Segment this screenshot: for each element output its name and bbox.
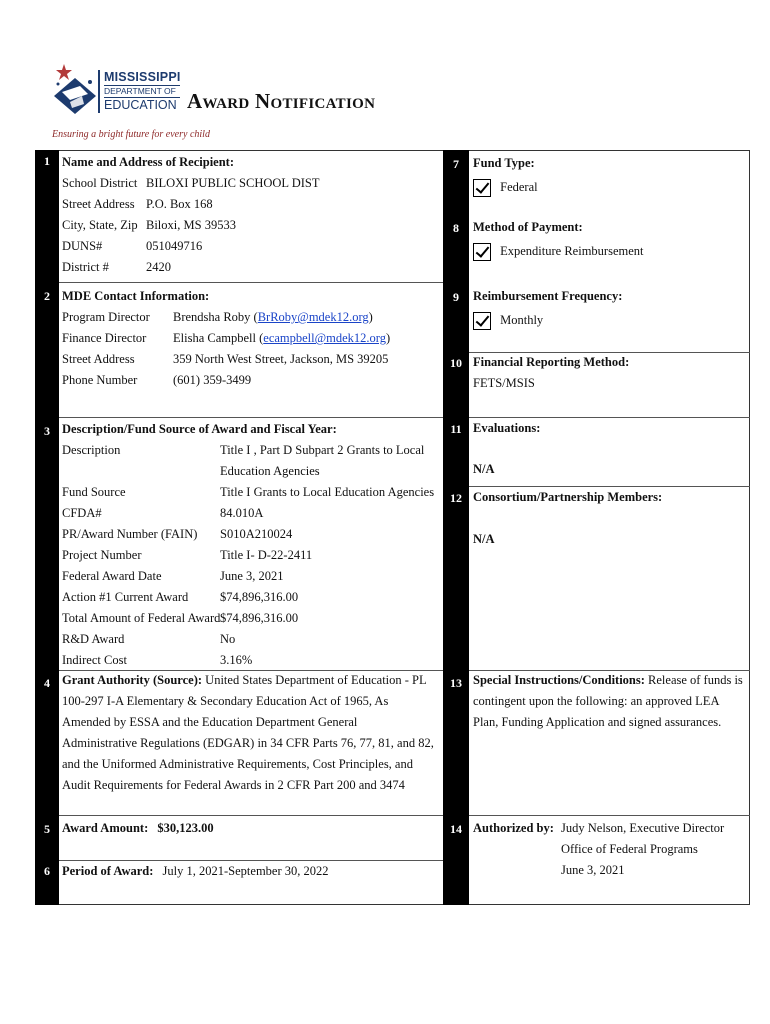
field-value: Title I- D-22-2411 bbox=[220, 548, 313, 562]
section-number-5: 5 bbox=[44, 822, 50, 836]
field-value: Biloxi, MS 39533 bbox=[146, 218, 236, 232]
field-value: P.O. Box 168 bbox=[146, 197, 213, 211]
section-authorized-by bbox=[473, 818, 745, 881]
logo-line-1: MISSISSIPPI bbox=[104, 70, 181, 84]
checked-box-icon bbox=[473, 312, 491, 330]
field-value: 84.010A bbox=[220, 506, 264, 520]
section-description bbox=[62, 419, 440, 671]
special-instructions-text: Release of funds is contingent upon the following: an approved LEA Plan, Funding Application and signed assurances. bbox=[473, 673, 743, 729]
field-value: June 3, 2021 bbox=[220, 569, 284, 583]
field-value: Title I , Part D Subpart 2 Grants to Local bbox=[220, 443, 425, 457]
field-label: District # bbox=[62, 260, 109, 274]
field-value: 359 North West Street, Jackson, MS 39205 bbox=[173, 352, 389, 366]
section-title: Award Amount: bbox=[62, 821, 149, 835]
award-amount-value: $30,123.00 bbox=[157, 821, 214, 835]
section-title: Reimbursement Frequency: bbox=[473, 289, 623, 303]
field-row bbox=[62, 503, 440, 524]
checked-box-icon bbox=[473, 179, 491, 197]
section-title: Financial Reporting Method: bbox=[473, 355, 630, 369]
section-payment-method bbox=[473, 217, 743, 262]
field-label: Fund Source bbox=[62, 485, 126, 499]
field-row bbox=[62, 440, 440, 461]
section-number-4: 4 bbox=[44, 676, 50, 690]
field-row bbox=[62, 370, 440, 391]
field-label: School District bbox=[62, 176, 138, 190]
field-label: Federal Award Date bbox=[62, 569, 162, 583]
section-number-12: 12 bbox=[450, 491, 462, 505]
field-label: CFDA# bbox=[62, 506, 102, 520]
logo-tagline: Ensuring a bright future for every child bbox=[52, 129, 210, 140]
field-row bbox=[62, 608, 440, 629]
field-row bbox=[62, 257, 440, 278]
divider bbox=[59, 815, 443, 816]
section-reporting-method bbox=[473, 352, 743, 394]
contact-name: Elisha Campbell ( bbox=[173, 331, 264, 345]
field-label: R&D Award bbox=[62, 632, 125, 646]
checkbox-row bbox=[473, 241, 743, 262]
checked-box-icon bbox=[473, 243, 491, 261]
field-row bbox=[62, 629, 440, 650]
section-special-instructions bbox=[473, 670, 745, 733]
field-row bbox=[62, 328, 440, 349]
field-value: (601) 359-3499 bbox=[173, 373, 252, 387]
field-row bbox=[62, 173, 440, 194]
field-row bbox=[62, 194, 440, 215]
section-title: Evaluations: bbox=[473, 421, 541, 435]
section-award-amount bbox=[62, 818, 440, 839]
field-value: $74,896,316.00 bbox=[220, 611, 299, 625]
section-title: Method of Payment: bbox=[473, 220, 583, 234]
field-label-empty bbox=[62, 461, 220, 482]
logo-wordmark bbox=[98, 70, 180, 113]
section-recipient bbox=[62, 152, 440, 278]
field-label: Phone Number bbox=[62, 373, 138, 387]
field-row bbox=[62, 461, 440, 482]
field-value: 051049716 bbox=[146, 239, 203, 253]
field-value: BILOXI PUBLIC SCHOOL DIST bbox=[146, 176, 320, 190]
section-number-6: 6 bbox=[44, 864, 50, 878]
logo-line-2: DEPARTMENT OF bbox=[104, 85, 180, 98]
section-consortium bbox=[473, 487, 743, 550]
field-row bbox=[62, 236, 440, 257]
section-period bbox=[62, 861, 440, 882]
section-number-14: 14 bbox=[450, 822, 462, 836]
section-number-1: 1 bbox=[44, 154, 50, 168]
field-label: Project Number bbox=[62, 548, 142, 562]
field-value: $74,896,316.00 bbox=[220, 590, 299, 604]
divider bbox=[59, 282, 443, 283]
field-row bbox=[62, 215, 440, 236]
authorizer-line-2: Office of Federal Programs bbox=[561, 842, 698, 856]
payment-method-value: Expenditure Reimbursement bbox=[500, 244, 644, 258]
field-row bbox=[62, 545, 440, 566]
authorized-row bbox=[473, 818, 745, 839]
mde-seal-icon bbox=[50, 62, 100, 122]
section-fund-type bbox=[473, 153, 743, 198]
section-title: Consortium/Partnership Members: bbox=[473, 490, 663, 504]
contact-name: Brendsha Roby ( bbox=[173, 310, 258, 324]
left-number-column bbox=[35, 150, 59, 905]
evaluations-value: N/A bbox=[473, 462, 495, 476]
section-title: Period of Award: bbox=[62, 864, 154, 878]
grant-authority-text: United States Department of Education - PL 100-297 I-A Elementary & Secondary Education Act of 1965, As Amended by ESSA and the Education Department General Administrative Regulations (EDGAR) in 34 CFR Parts 76, 77, 81, and 82, and the Uniformed Administrative Requirements, Cost Principles, and Audit Requirements for Federal Awards in 2 CFR Part 200 and 3474 bbox=[62, 673, 434, 792]
field-row bbox=[62, 587, 440, 608]
section-mde-contact bbox=[62, 286, 440, 391]
field-row bbox=[62, 524, 440, 545]
frequency-value: Monthly bbox=[500, 313, 544, 327]
section-title: Description/Fund Source of Award and Fiscal Year: bbox=[62, 422, 337, 436]
paren-close: ) bbox=[368, 310, 373, 324]
field-row bbox=[62, 307, 440, 328]
field-label: Action #1 Current Award bbox=[62, 590, 189, 604]
mde-logo bbox=[50, 54, 210, 146]
section-number-3: 3 bbox=[44, 424, 50, 438]
field-value: Title I Grants to Local Education Agencies bbox=[220, 485, 435, 499]
field-label: PR/Award Number (FAIN) bbox=[62, 527, 198, 541]
section-number-11: 11 bbox=[450, 422, 462, 436]
field-label: Description bbox=[62, 443, 121, 457]
checkbox-row bbox=[473, 177, 743, 198]
field-value bbox=[173, 307, 373, 328]
field-label: Indirect Cost bbox=[62, 653, 127, 667]
field-value: S010A210024 bbox=[220, 527, 293, 541]
period-value: July 1, 2021-September 30, 2022 bbox=[162, 864, 329, 878]
field-row bbox=[62, 349, 440, 370]
section-number-10: 10 bbox=[450, 356, 462, 370]
section-title: MDE Contact Information: bbox=[62, 289, 210, 303]
section-title: Authorized by: bbox=[473, 821, 554, 835]
field-value: Education Agencies bbox=[220, 464, 320, 478]
section-grant-authority bbox=[62, 670, 434, 796]
section-number-9: 9 bbox=[453, 290, 459, 304]
field-row bbox=[62, 482, 440, 503]
email-link[interactable]: BrRoby@mdek12.org bbox=[257, 310, 369, 324]
field-value bbox=[173, 328, 390, 349]
checkbox-row bbox=[473, 310, 743, 331]
section-number-8: 8 bbox=[453, 221, 459, 235]
field-value: No bbox=[220, 632, 236, 646]
divider bbox=[469, 815, 750, 816]
divider bbox=[59, 417, 443, 418]
page-title: Award Notification bbox=[187, 89, 376, 113]
reporting-method-value: FETS/MSIS bbox=[473, 376, 535, 390]
logo-line-3: EDUCATION bbox=[104, 98, 177, 112]
field-row bbox=[62, 566, 440, 587]
section-number-2: 2 bbox=[44, 289, 50, 303]
section-title: Grant Authority (Source): bbox=[62, 673, 203, 687]
field-value: 2420 bbox=[146, 260, 171, 274]
section-reimbursement-frequency bbox=[473, 286, 743, 331]
field-row bbox=[62, 650, 440, 671]
field-label: Street Address bbox=[62, 197, 135, 211]
paren-close: ) bbox=[385, 331, 391, 345]
field-value: 3.16% bbox=[220, 653, 253, 667]
fund-type-value: Federal bbox=[500, 180, 538, 194]
section-title: Fund Type: bbox=[473, 156, 535, 170]
field-label: Total Amount of Federal Award bbox=[62, 611, 221, 625]
field-label: DUNS# bbox=[62, 239, 103, 253]
field-label: Street Address bbox=[62, 352, 135, 366]
field-label: City, State, Zip bbox=[62, 218, 138, 232]
section-number-7: 7 bbox=[453, 157, 459, 171]
authorizer-line-1: Judy Nelson, Executive Director bbox=[561, 821, 725, 835]
right-number-column bbox=[443, 150, 469, 905]
field-label: Finance Director bbox=[62, 331, 147, 345]
section-title: Special Instructions/Conditions: bbox=[473, 673, 645, 687]
consortium-value: N/A bbox=[473, 532, 495, 546]
email-link[interactable]: ecampbell@mdek12.org bbox=[263, 331, 386, 345]
section-title: Name and Address of Recipient: bbox=[62, 155, 234, 169]
field-label: Program Director bbox=[62, 310, 150, 324]
section-number-13: 13 bbox=[450, 676, 462, 690]
authorizer-line-3: June 3, 2021 bbox=[561, 863, 625, 877]
section-evaluations bbox=[473, 418, 743, 480]
